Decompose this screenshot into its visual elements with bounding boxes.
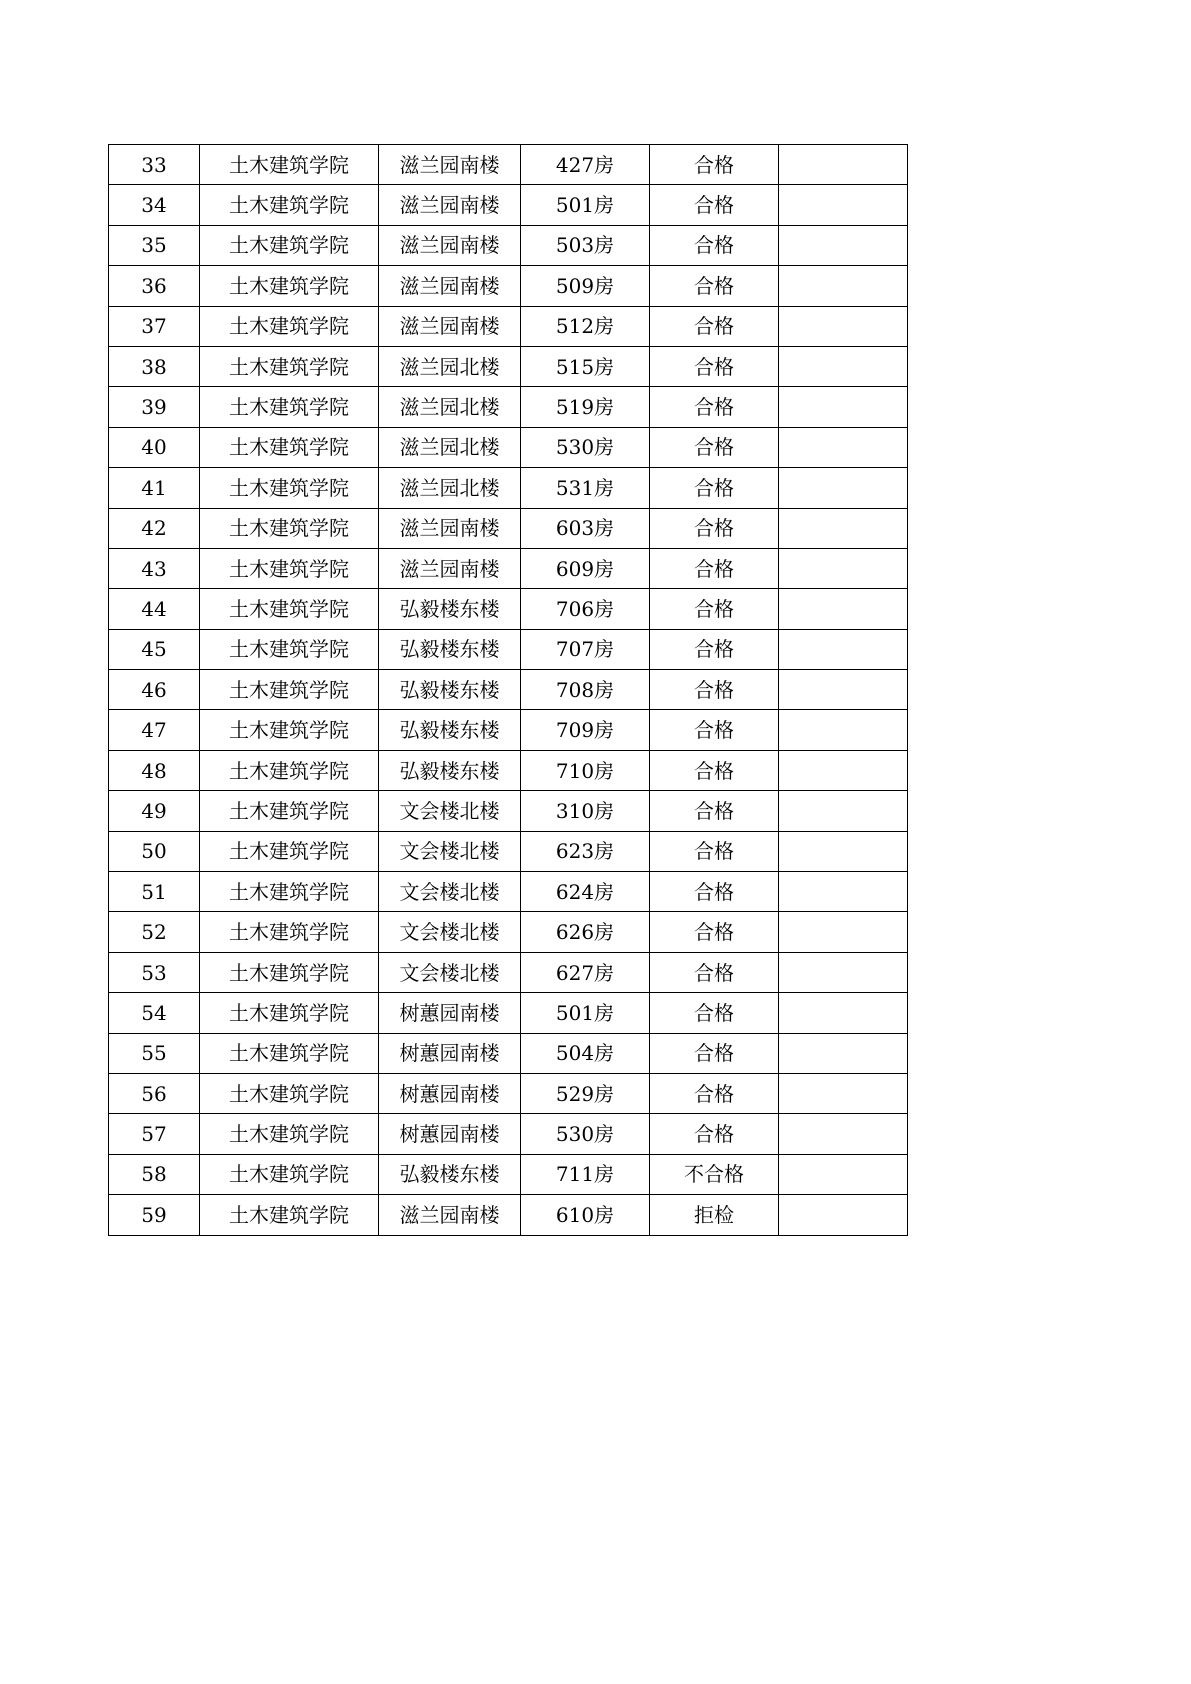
cell-college: 土木建筑学院 bbox=[200, 1073, 379, 1113]
cell-building: 弘毅楼东楼 bbox=[379, 629, 521, 669]
cell-college: 土木建筑学院 bbox=[200, 993, 379, 1033]
cell-college: 土木建筑学院 bbox=[200, 508, 379, 548]
table-row bbox=[109, 185, 908, 225]
cell-number: 57 bbox=[109, 1114, 200, 1154]
cell-room: 709房 bbox=[521, 710, 650, 750]
cell-room: 610房 bbox=[521, 1195, 650, 1235]
cell-result: 合格 bbox=[650, 225, 779, 265]
cell-building: 滋兰园北楼 bbox=[379, 427, 521, 467]
cell-number: 42 bbox=[109, 508, 200, 548]
cell-room: 512房 bbox=[521, 306, 650, 346]
table-row bbox=[109, 427, 908, 467]
cell-building: 弘毅楼东楼 bbox=[379, 589, 521, 629]
cell-remark bbox=[779, 387, 908, 427]
cell-room: 515房 bbox=[521, 346, 650, 386]
table-row bbox=[109, 1033, 908, 1073]
cell-remark bbox=[779, 670, 908, 710]
cell-number: 41 bbox=[109, 468, 200, 508]
cell-room: 530房 bbox=[521, 427, 650, 467]
cell-remark bbox=[779, 306, 908, 346]
cell-room: 531房 bbox=[521, 468, 650, 508]
cell-building: 滋兰园北楼 bbox=[379, 387, 521, 427]
cell-remark bbox=[779, 912, 908, 952]
table-row bbox=[109, 831, 908, 871]
cell-result: 不合格 bbox=[650, 1154, 779, 1194]
cell-number: 54 bbox=[109, 993, 200, 1033]
cell-college: 土木建筑学院 bbox=[200, 750, 379, 790]
cell-building: 滋兰园南楼 bbox=[379, 266, 521, 306]
cell-room: 427房 bbox=[521, 145, 650, 185]
cell-remark bbox=[779, 589, 908, 629]
cell-remark bbox=[779, 710, 908, 750]
cell-remark bbox=[779, 1154, 908, 1194]
cell-result: 合格 bbox=[650, 1114, 779, 1154]
cell-room: 623房 bbox=[521, 831, 650, 871]
cell-college: 土木建筑学院 bbox=[200, 872, 379, 912]
table-row bbox=[109, 1073, 908, 1113]
cell-result: 合格 bbox=[650, 912, 779, 952]
cell-building: 滋兰园北楼 bbox=[379, 346, 521, 386]
cell-number: 52 bbox=[109, 912, 200, 952]
cell-result: 合格 bbox=[650, 145, 779, 185]
cell-remark bbox=[779, 145, 908, 185]
cell-building: 滋兰园北楼 bbox=[379, 468, 521, 508]
cell-result: 合格 bbox=[650, 266, 779, 306]
table-row bbox=[109, 548, 908, 588]
table-row bbox=[109, 346, 908, 386]
cell-room: 501房 bbox=[521, 185, 650, 225]
cell-result: 合格 bbox=[650, 306, 779, 346]
cell-number: 33 bbox=[109, 145, 200, 185]
cell-remark bbox=[779, 872, 908, 912]
table-row bbox=[109, 1195, 908, 1235]
table-row bbox=[109, 306, 908, 346]
cell-result: 合格 bbox=[650, 629, 779, 669]
cell-number: 40 bbox=[109, 427, 200, 467]
cell-room: 627房 bbox=[521, 952, 650, 992]
table-row bbox=[109, 993, 908, 1033]
cell-number: 58 bbox=[109, 1154, 200, 1194]
cell-building: 文会楼北楼 bbox=[379, 791, 521, 831]
cell-college: 土木建筑学院 bbox=[200, 791, 379, 831]
table-row bbox=[109, 872, 908, 912]
cell-room: 501房 bbox=[521, 993, 650, 1033]
cell-result: 合格 bbox=[650, 508, 779, 548]
cell-college: 土木建筑学院 bbox=[200, 306, 379, 346]
cell-building: 树蕙园南楼 bbox=[379, 1114, 521, 1154]
table-row bbox=[109, 1114, 908, 1154]
cell-building: 弘毅楼东楼 bbox=[379, 670, 521, 710]
cell-college: 土木建筑学院 bbox=[200, 670, 379, 710]
cell-building: 树蕙园南楼 bbox=[379, 1073, 521, 1113]
cell-room: 519房 bbox=[521, 387, 650, 427]
cell-result: 合格 bbox=[650, 346, 779, 386]
cell-college: 土木建筑学院 bbox=[200, 387, 379, 427]
inspection-table bbox=[108, 144, 908, 1236]
cell-number: 48 bbox=[109, 750, 200, 790]
cell-room: 603房 bbox=[521, 508, 650, 548]
cell-college: 土木建筑学院 bbox=[200, 1195, 379, 1235]
cell-room: 310房 bbox=[521, 791, 650, 831]
cell-remark bbox=[779, 952, 908, 992]
cell-result: 合格 bbox=[650, 589, 779, 629]
table-row bbox=[109, 1154, 908, 1194]
cell-building: 弘毅楼东楼 bbox=[379, 750, 521, 790]
cell-result: 合格 bbox=[650, 952, 779, 992]
cell-building: 文会楼北楼 bbox=[379, 912, 521, 952]
cell-number: 44 bbox=[109, 589, 200, 629]
cell-result: 合格 bbox=[650, 1073, 779, 1113]
cell-result: 合格 bbox=[650, 872, 779, 912]
cell-remark bbox=[779, 427, 908, 467]
table-row bbox=[109, 266, 908, 306]
cell-college: 土木建筑学院 bbox=[200, 710, 379, 750]
cell-remark bbox=[779, 225, 908, 265]
cell-college: 土木建筑学院 bbox=[200, 1114, 379, 1154]
cell-college: 土木建筑学院 bbox=[200, 427, 379, 467]
table-row bbox=[109, 145, 908, 185]
cell-room: 710房 bbox=[521, 750, 650, 790]
cell-room: 503房 bbox=[521, 225, 650, 265]
cell-remark bbox=[779, 750, 908, 790]
cell-remark bbox=[779, 266, 908, 306]
cell-building: 滋兰园南楼 bbox=[379, 548, 521, 588]
cell-college: 土木建筑学院 bbox=[200, 468, 379, 508]
cell-building: 文会楼北楼 bbox=[379, 831, 521, 871]
cell-result: 合格 bbox=[650, 427, 779, 467]
table-row bbox=[109, 225, 908, 265]
cell-result: 合格 bbox=[650, 831, 779, 871]
cell-remark bbox=[779, 1073, 908, 1113]
cell-number: 59 bbox=[109, 1195, 200, 1235]
cell-room: 708房 bbox=[521, 670, 650, 710]
table-row bbox=[109, 468, 908, 508]
cell-building: 滋兰园南楼 bbox=[379, 145, 521, 185]
cell-result: 合格 bbox=[650, 185, 779, 225]
table-row bbox=[109, 508, 908, 548]
cell-number: 43 bbox=[109, 548, 200, 588]
cell-remark bbox=[779, 1195, 908, 1235]
cell-remark bbox=[779, 831, 908, 871]
cell-room: 711房 bbox=[521, 1154, 650, 1194]
cell-remark bbox=[779, 346, 908, 386]
cell-building: 滋兰园南楼 bbox=[379, 1195, 521, 1235]
cell-remark bbox=[779, 508, 908, 548]
cell-college: 土木建筑学院 bbox=[200, 1033, 379, 1073]
cell-room: 626房 bbox=[521, 912, 650, 952]
cell-remark bbox=[779, 791, 908, 831]
cell-college: 土木建筑学院 bbox=[200, 225, 379, 265]
cell-number: 56 bbox=[109, 1073, 200, 1113]
cell-building: 滋兰园南楼 bbox=[379, 508, 521, 548]
cell-number: 39 bbox=[109, 387, 200, 427]
cell-remark bbox=[779, 1114, 908, 1154]
cell-college: 土木建筑学院 bbox=[200, 548, 379, 588]
cell-number: 35 bbox=[109, 225, 200, 265]
cell-result: 合格 bbox=[650, 710, 779, 750]
table-row bbox=[109, 589, 908, 629]
cell-remark bbox=[779, 548, 908, 588]
cell-room: 529房 bbox=[521, 1073, 650, 1113]
cell-room: 624房 bbox=[521, 872, 650, 912]
cell-building: 树蕙园南楼 bbox=[379, 1033, 521, 1073]
cell-result: 合格 bbox=[650, 750, 779, 790]
cell-number: 55 bbox=[109, 1033, 200, 1073]
cell-result: 合格 bbox=[650, 1033, 779, 1073]
cell-building: 滋兰园南楼 bbox=[379, 306, 521, 346]
cell-remark bbox=[779, 468, 908, 508]
cell-result: 合格 bbox=[650, 791, 779, 831]
cell-result: 拒检 bbox=[650, 1195, 779, 1235]
cell-building: 滋兰园南楼 bbox=[379, 225, 521, 265]
cell-remark bbox=[779, 185, 908, 225]
cell-number: 34 bbox=[109, 185, 200, 225]
table-row bbox=[109, 952, 908, 992]
cell-college: 土木建筑学院 bbox=[200, 346, 379, 386]
cell-building: 文会楼北楼 bbox=[379, 872, 521, 912]
table-row bbox=[109, 670, 908, 710]
cell-result: 合格 bbox=[650, 468, 779, 508]
table-row bbox=[109, 710, 908, 750]
table-row bbox=[109, 791, 908, 831]
cell-college: 土木建筑学院 bbox=[200, 952, 379, 992]
cell-room: 609房 bbox=[521, 548, 650, 588]
cell-building: 滋兰园南楼 bbox=[379, 185, 521, 225]
cell-room: 509房 bbox=[521, 266, 650, 306]
cell-remark bbox=[779, 993, 908, 1033]
table-row bbox=[109, 912, 908, 952]
cell-number: 36 bbox=[109, 266, 200, 306]
cell-remark bbox=[779, 1033, 908, 1073]
cell-number: 50 bbox=[109, 831, 200, 871]
cell-college: 土木建筑学院 bbox=[200, 1154, 379, 1194]
cell-building: 弘毅楼东楼 bbox=[379, 710, 521, 750]
cell-room: 504房 bbox=[521, 1033, 650, 1073]
cell-college: 土木建筑学院 bbox=[200, 831, 379, 871]
cell-room: 706房 bbox=[521, 589, 650, 629]
cell-college: 土木建筑学院 bbox=[200, 589, 379, 629]
cell-number: 51 bbox=[109, 872, 200, 912]
cell-building: 文会楼北楼 bbox=[379, 952, 521, 992]
cell-result: 合格 bbox=[650, 548, 779, 588]
cell-number: 37 bbox=[109, 306, 200, 346]
table-row bbox=[109, 750, 908, 790]
cell-college: 土木建筑学院 bbox=[200, 629, 379, 669]
cell-result: 合格 bbox=[650, 670, 779, 710]
cell-number: 46 bbox=[109, 670, 200, 710]
cell-room: 530房 bbox=[521, 1114, 650, 1154]
cell-number: 45 bbox=[109, 629, 200, 669]
table-row bbox=[109, 629, 908, 669]
cell-building: 弘毅楼东楼 bbox=[379, 1154, 521, 1194]
cell-number: 53 bbox=[109, 952, 200, 992]
cell-college: 土木建筑学院 bbox=[200, 185, 379, 225]
table-row bbox=[109, 387, 908, 427]
cell-remark bbox=[779, 629, 908, 669]
cell-college: 土木建筑学院 bbox=[200, 145, 379, 185]
cell-result: 合格 bbox=[650, 387, 779, 427]
cell-number: 47 bbox=[109, 710, 200, 750]
cell-college: 土木建筑学院 bbox=[200, 266, 379, 306]
cell-number: 38 bbox=[109, 346, 200, 386]
cell-room: 707房 bbox=[521, 629, 650, 669]
cell-college: 土木建筑学院 bbox=[200, 912, 379, 952]
table-body bbox=[109, 145, 908, 1236]
cell-number: 49 bbox=[109, 791, 200, 831]
cell-result: 合格 bbox=[650, 993, 779, 1033]
cell-building: 树蕙园南楼 bbox=[379, 993, 521, 1033]
